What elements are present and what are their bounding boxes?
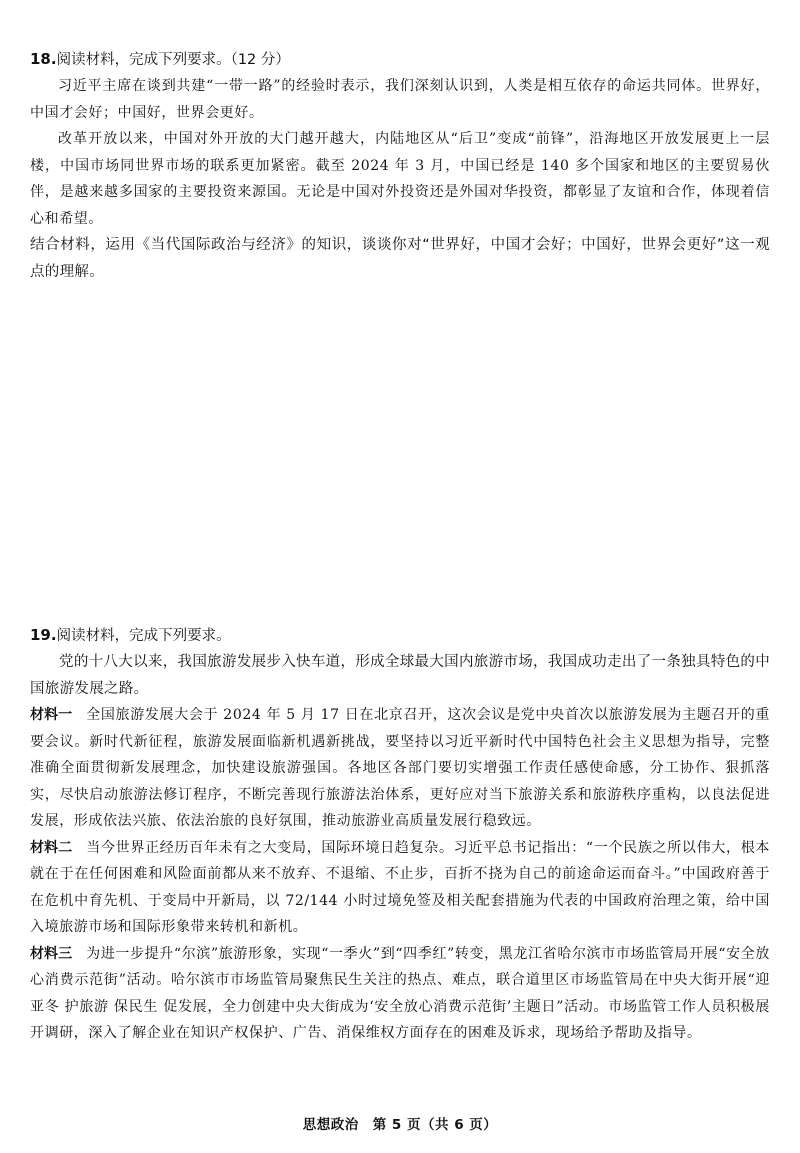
question-19-header: [30, 622, 770, 649]
question-number: 19.: [30, 626, 57, 644]
question-18-header: [30, 46, 770, 73]
page-footer: [0, 1113, 800, 1133]
material-label: 材料二: [30, 839, 73, 856]
material-paragraph: 习近平主席在谈到共建“一带一路”的经验时表示，我们深刻认识到，人类是相互依存的命运共同体。世界好，中国才会好；中国好，世界会更好。: [30, 78, 770, 121]
question-18: [30, 46, 770, 285]
footer-subject: 思想政治: [302, 1117, 359, 1133]
question-number: 18.: [30, 50, 57, 68]
intro-paragraph: 党的十八大以来，我国旅游发展步入快车道，形成全球最大国内旅游市场，我国成功走出了一条独具特色的中国旅游发展之路。: [30, 654, 770, 697]
question-19: [30, 622, 770, 1047]
material-3: [30, 941, 770, 1047]
material-text: 为进一步提升“尔滨”旅游形象，实现“一季火”到“四季红”转变，黑龙江省哈尔滨市市场监管局开展“安全放心消费示范街”活动。哈尔滨市市场监管局聚焦民生关注的热点、难点，联合道里区市场监管局在中央大街开展“迎亚冬 护旅游 保民生 促发展，全力创建中央大街成为‘安全放心消费示范街’主题日”活动。市场监管工作人员积极展开调研，深入了解企业在知识产权保护、广告、消保维权方面存在的困难及诉求，现场给予帮助及指导。: [30, 945, 770, 1041]
material-label: 材料一: [30, 707, 73, 723]
footer-page-number: 第 5 页（共 6 页）: [372, 1117, 498, 1133]
material-text: 当今世界正经历百年未有之大变局，国际环境日趋复杂。习近平总书记指出：“一个民族之所以伟大，根本就在于在任何困难和风险面前都从来不放弃、不退缩、不止步，百折不挠为自己的前途命运而奋斗。”中国政府善于在危机中育先机、于变局中开新局，以 72/144 小时过境免签及相关配套措施为代表的中国政府治理之策，给中国入境旅游市场和国际形象带来转机和新机。: [30, 839, 771, 935]
material-2: [30, 835, 770, 941]
material-1: [30, 702, 770, 835]
material-paragraph: 改革开放以来，中国对外开放的大门越开越大，内陆地区从“后卫”变成“前锋”，沿海地区开放发展更上一层楼，中国市场同世界市场的联系更加紧密。截至 2024 年 3 月，中国已经是 140 多个国家和地区的主要贸易伙伴，是越来越多国家的主要投资来源国。无论是中国对外投资还是外国对华投资，都彰显了友谊和合作，体现着信心和希望。: [30, 131, 770, 227]
material-label: 材料三: [30, 945, 73, 962]
material-text: 全国旅游发展大会于 2024 年 5 月 17 日在北京召开，这次会议是党中央首次以旅游发展为主题召开的重要会议。新时代新征程，旅游发展面临新机遇新挑战，要坚持以习近平新时代中国特色社会主义思想为指导，完整准确全面贯彻新发展理念，加快建设旅游强国。各地区各部门要切实增强工作责任感使命感，分工协作、狠抓落实，尽快启动旅游法修订程序，不断完善现行旅游法治体系，更好应对当下旅游关系和旅游秩序重构，以良法促进发展，形成依法兴旅、依法治旅的良好氛围，推动旅游业高质量发展行稳致远。: [30, 707, 770, 829]
question-task: 结合材料，运用《当代国际政治与经济》的知识，谈谈你对“世界好，中国才会好；中国好，世界会更好”这一观点的理解。: [30, 237, 770, 280]
question-instruction: 阅读材料，完成下列要求。: [56, 628, 231, 644]
question-instruction: 阅读材料，完成下列要求。（12 分）: [56, 52, 290, 68]
